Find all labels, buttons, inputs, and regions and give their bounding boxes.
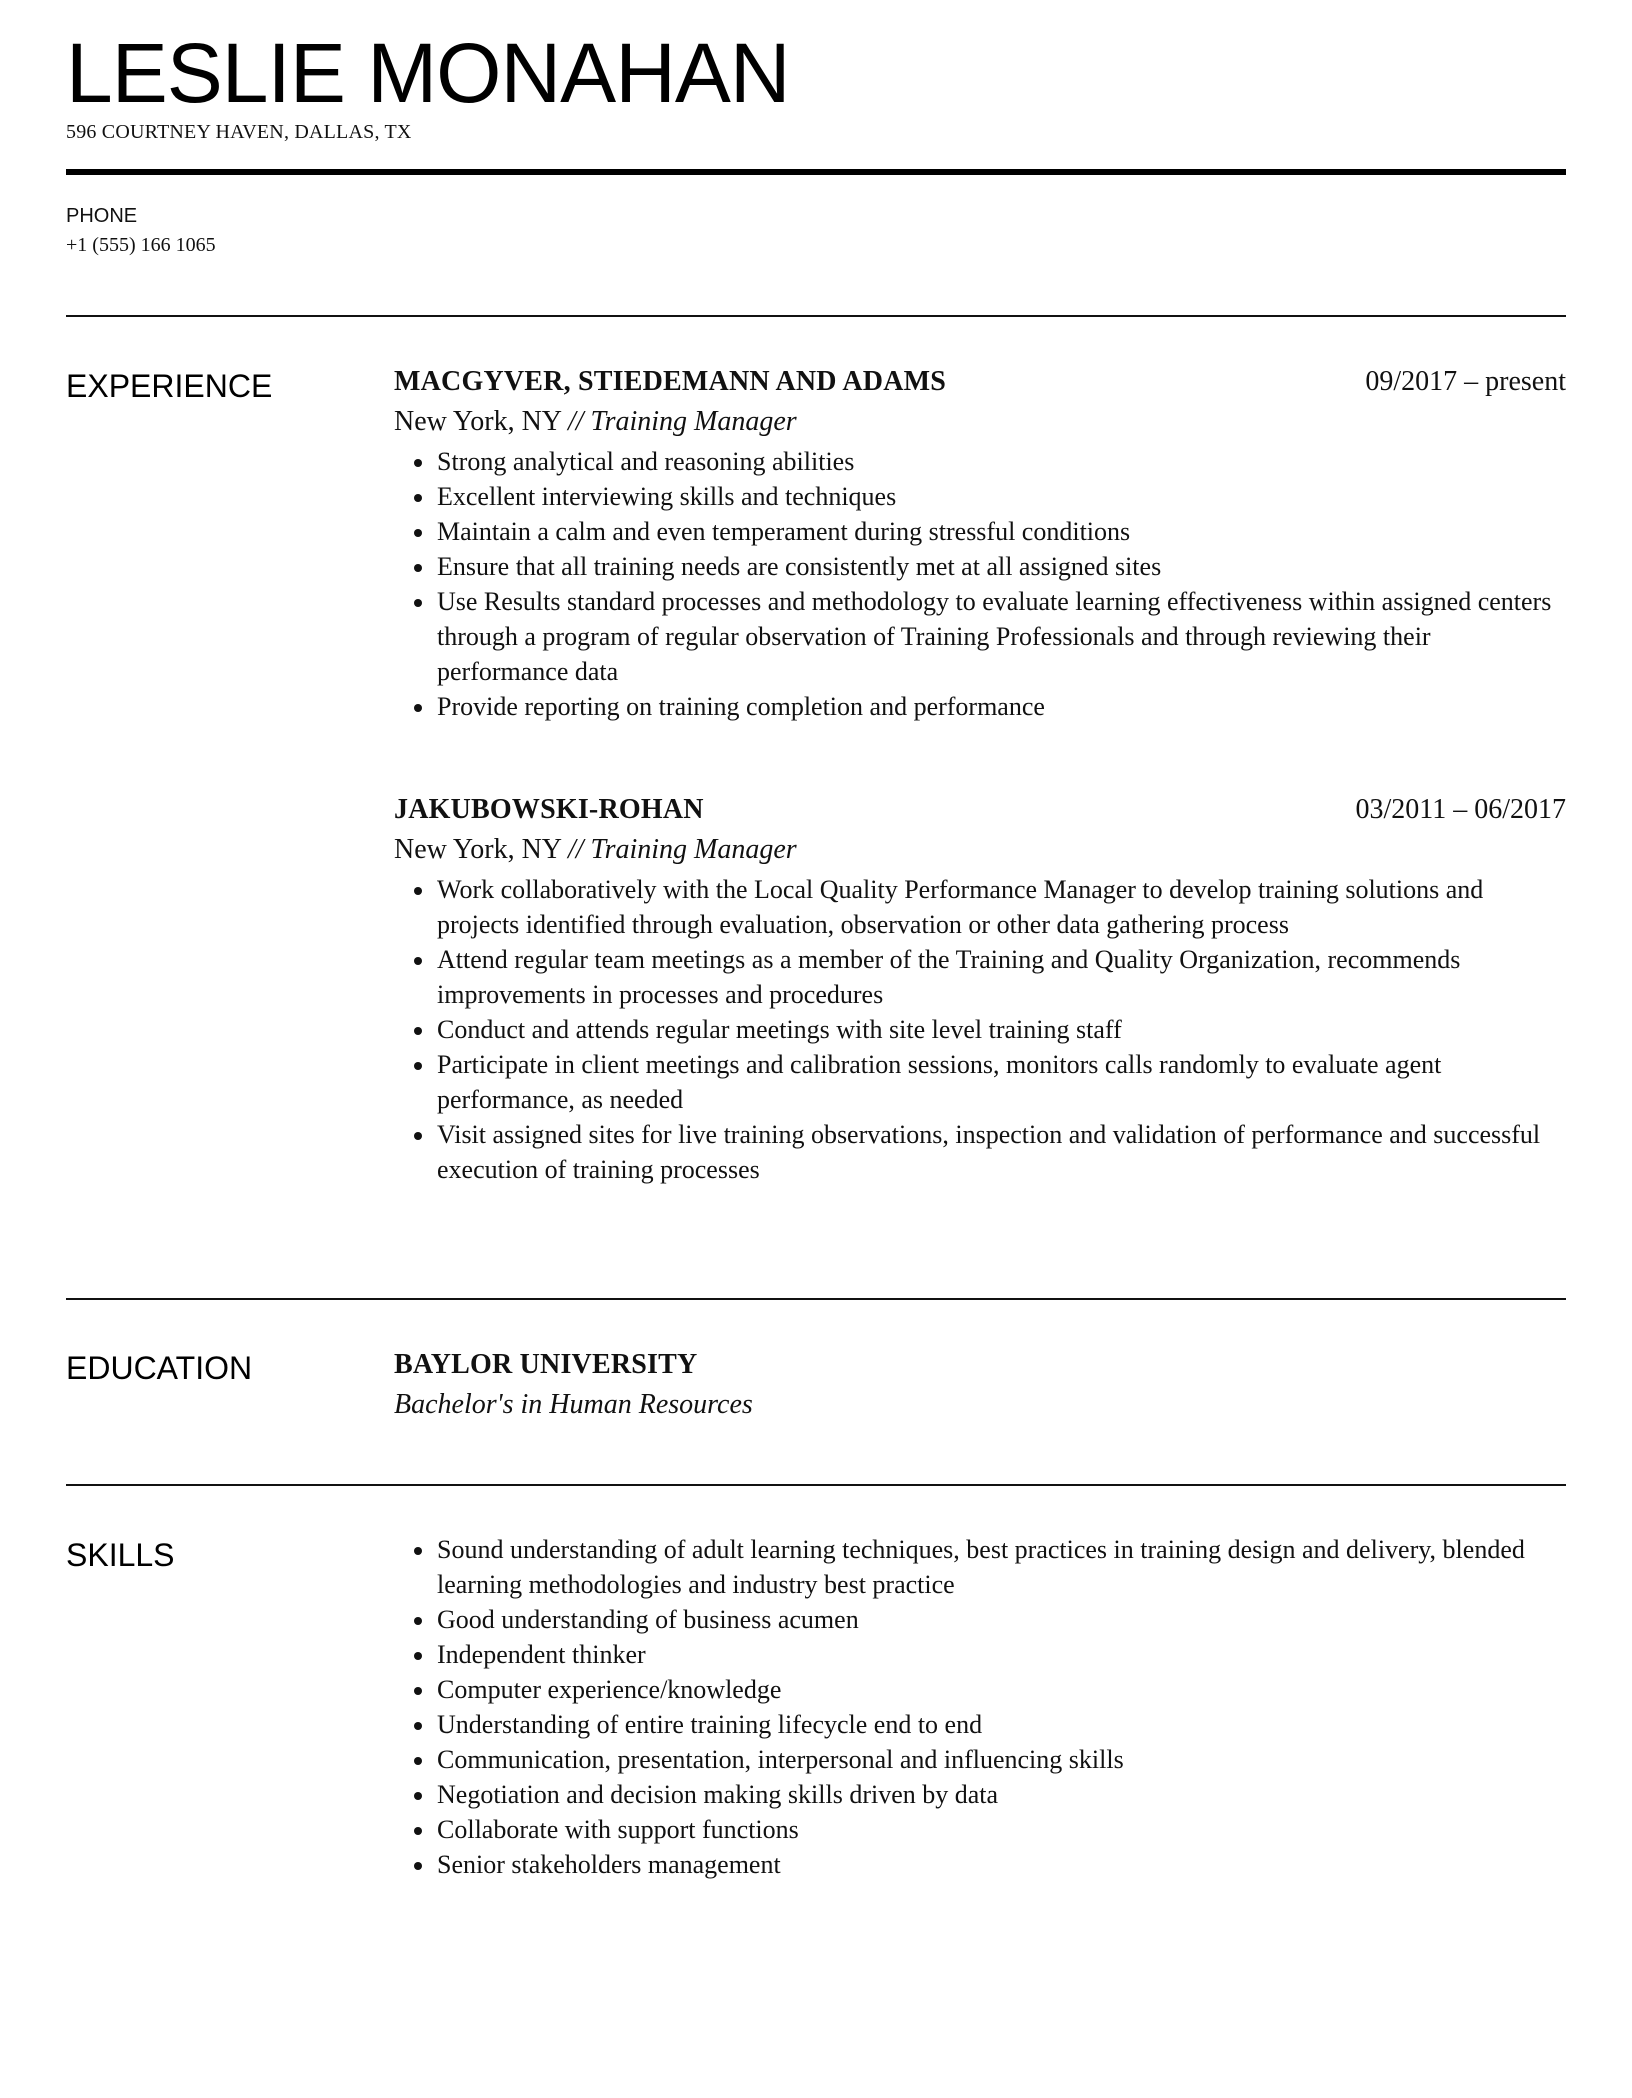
list-item — [394, 1847, 1567, 1882]
bullet-icon — [414, 1722, 422, 1730]
skill-text: Good understanding of business acumen — [437, 1605, 859, 1634]
skill-text: Computer experience/knowledge — [437, 1675, 782, 1704]
bullet-icon — [414, 1792, 422, 1800]
skill-text: Collaborate with support functions — [437, 1815, 799, 1844]
header-divider — [66, 169, 1566, 175]
bullet-icon — [414, 599, 422, 607]
education-header — [394, 1345, 1566, 1385]
bullet-icon — [414, 459, 422, 467]
skill-text: Sound understanding of adult learning techniques, best practices in training design and delivery, blended learning methodologies and industry best practice — [437, 1535, 1525, 1599]
skill-text: Independent thinker — [437, 1640, 646, 1669]
skill-text: Senior stakeholders management — [437, 1850, 781, 1879]
experience-heading: EXPERIENCE — [66, 368, 273, 404]
bullet-icon — [414, 1757, 422, 1765]
skill-text: Understanding of entire training lifecycle end to end — [437, 1710, 983, 1739]
section-divider — [66, 1484, 1566, 1486]
bullet-text: Conduct and attends regular meetings with site level training staff — [437, 1015, 1122, 1044]
bullet-text: Ensure that all training needs are consistently met at all assigned sites — [437, 552, 1162, 581]
skills-heading: SKILLS — [66, 1537, 175, 1573]
job-role: Training Manager — [590, 406, 797, 437]
list-item — [394, 1532, 1567, 1602]
role-separator: // — [567, 406, 584, 437]
job-location: New York, NY — [394, 834, 561, 865]
bullet-icon — [414, 1827, 422, 1835]
candidate-address: 596 COURTNEY HAVEN, DALLAS, TX — [66, 121, 412, 143]
skills-entry — [394, 1532, 1566, 1882]
candidate-name: LESLIE MONAHAN — [66, 26, 790, 120]
list-item — [394, 1602, 1567, 1637]
bullet-icon — [414, 1687, 422, 1695]
bullet-icon — [414, 1652, 422, 1660]
job-role: Training Manager — [590, 834, 797, 865]
bullet-icon — [414, 957, 422, 965]
bullet-text: Excellent interviewing skills and techniques — [437, 482, 897, 511]
list-item — [394, 689, 1567, 724]
bullet-icon — [414, 529, 422, 537]
degree-name: Bachelor's in Human Resources — [394, 1389, 753, 1420]
school-name: BAYLOR UNIVERSITY — [394, 1349, 698, 1380]
job-bullet-list — [394, 444, 1566, 724]
list-item — [394, 1047, 1567, 1117]
list-item — [394, 1777, 1567, 1812]
job-entry — [394, 362, 1566, 724]
skills-list — [394, 1532, 1566, 1882]
job-dates: 03/2011 – 06/2017 — [1355, 794, 1566, 825]
list-item — [394, 1637, 1567, 1672]
list-item — [394, 1117, 1567, 1187]
job-dates: 09/2017 – present — [1365, 366, 1566, 397]
bullet-icon — [414, 1862, 422, 1870]
section-divider — [66, 1298, 1566, 1300]
bullet-icon — [414, 887, 422, 895]
list-item — [394, 1672, 1567, 1707]
bullet-icon — [414, 1547, 422, 1555]
list-item — [394, 479, 1567, 514]
skill-text: Communication, presentation, interpersonal and influencing skills — [437, 1745, 1124, 1774]
list-item — [394, 444, 1567, 479]
bullet-icon — [414, 704, 422, 712]
list-item — [394, 1707, 1567, 1742]
role-separator: // — [567, 834, 584, 865]
education-entry — [394, 1345, 1566, 1425]
list-item — [394, 942, 1567, 1012]
employer-name: MACGYVER, STIEDEMANN AND ADAMS — [394, 366, 947, 397]
list-item — [394, 549, 1567, 584]
bullet-icon — [414, 1027, 422, 1035]
phone-label: PHONE — [66, 205, 138, 227]
education-heading: EDUCATION — [66, 1350, 253, 1386]
phone-number: +1 (555) 166 1065 — [66, 234, 216, 256]
bullet-text: Visit assigned sites for live training observations, inspection and validation of performance and successful execution of training processes — [437, 1120, 1541, 1184]
list-item — [394, 584, 1567, 689]
list-item — [394, 1812, 1567, 1847]
job-header — [394, 362, 1566, 402]
bullet-text: Provide reporting on training completion and performance — [437, 692, 1045, 721]
list-item — [394, 1012, 1567, 1047]
bullet-text: Participate in client meetings and calibration sessions, monitors calls randomly to evaluate agent performance, as needed — [437, 1050, 1442, 1114]
job-header — [394, 790, 1566, 830]
bullet-icon — [414, 1062, 422, 1070]
list-item — [394, 872, 1567, 942]
bullet-text: Maintain a calm and even temperament during stressful conditions — [437, 517, 1131, 546]
employer-name: JAKUBOWSKI-ROHAN — [394, 794, 704, 825]
skill-text: Negotiation and decision making skills driven by data — [437, 1780, 999, 1809]
bullet-text: Strong analytical and reasoning abilities — [437, 447, 855, 476]
bullet-icon — [414, 1617, 422, 1625]
job-bullet-list — [394, 872, 1566, 1187]
bullet-icon — [414, 494, 422, 502]
job-entry — [394, 790, 1566, 1187]
bullet-icon — [414, 1132, 422, 1140]
job-location-role — [394, 830, 1566, 870]
job-location-role — [394, 402, 1566, 442]
bullet-text: Use Results standard processes and methodology to evaluate learning effectiveness within assigned centers through a program of regular observation of Training Professionals and through reviewing their performance data — [437, 587, 1552, 686]
list-item — [394, 514, 1567, 549]
bullet-text: Work collaboratively with the Local Quality Performance Manager to develop training solutions and projects identified through evaluation, observation or other data gathering process — [437, 875, 1484, 939]
section-divider — [66, 315, 1566, 317]
list-item — [394, 1742, 1567, 1777]
bullet-text: Attend regular team meetings as a member of the Training and Quality Organization, recommends improvements in processes and procedures — [437, 945, 1461, 1009]
bullet-icon — [414, 564, 422, 572]
job-location: New York, NY — [394, 406, 561, 437]
